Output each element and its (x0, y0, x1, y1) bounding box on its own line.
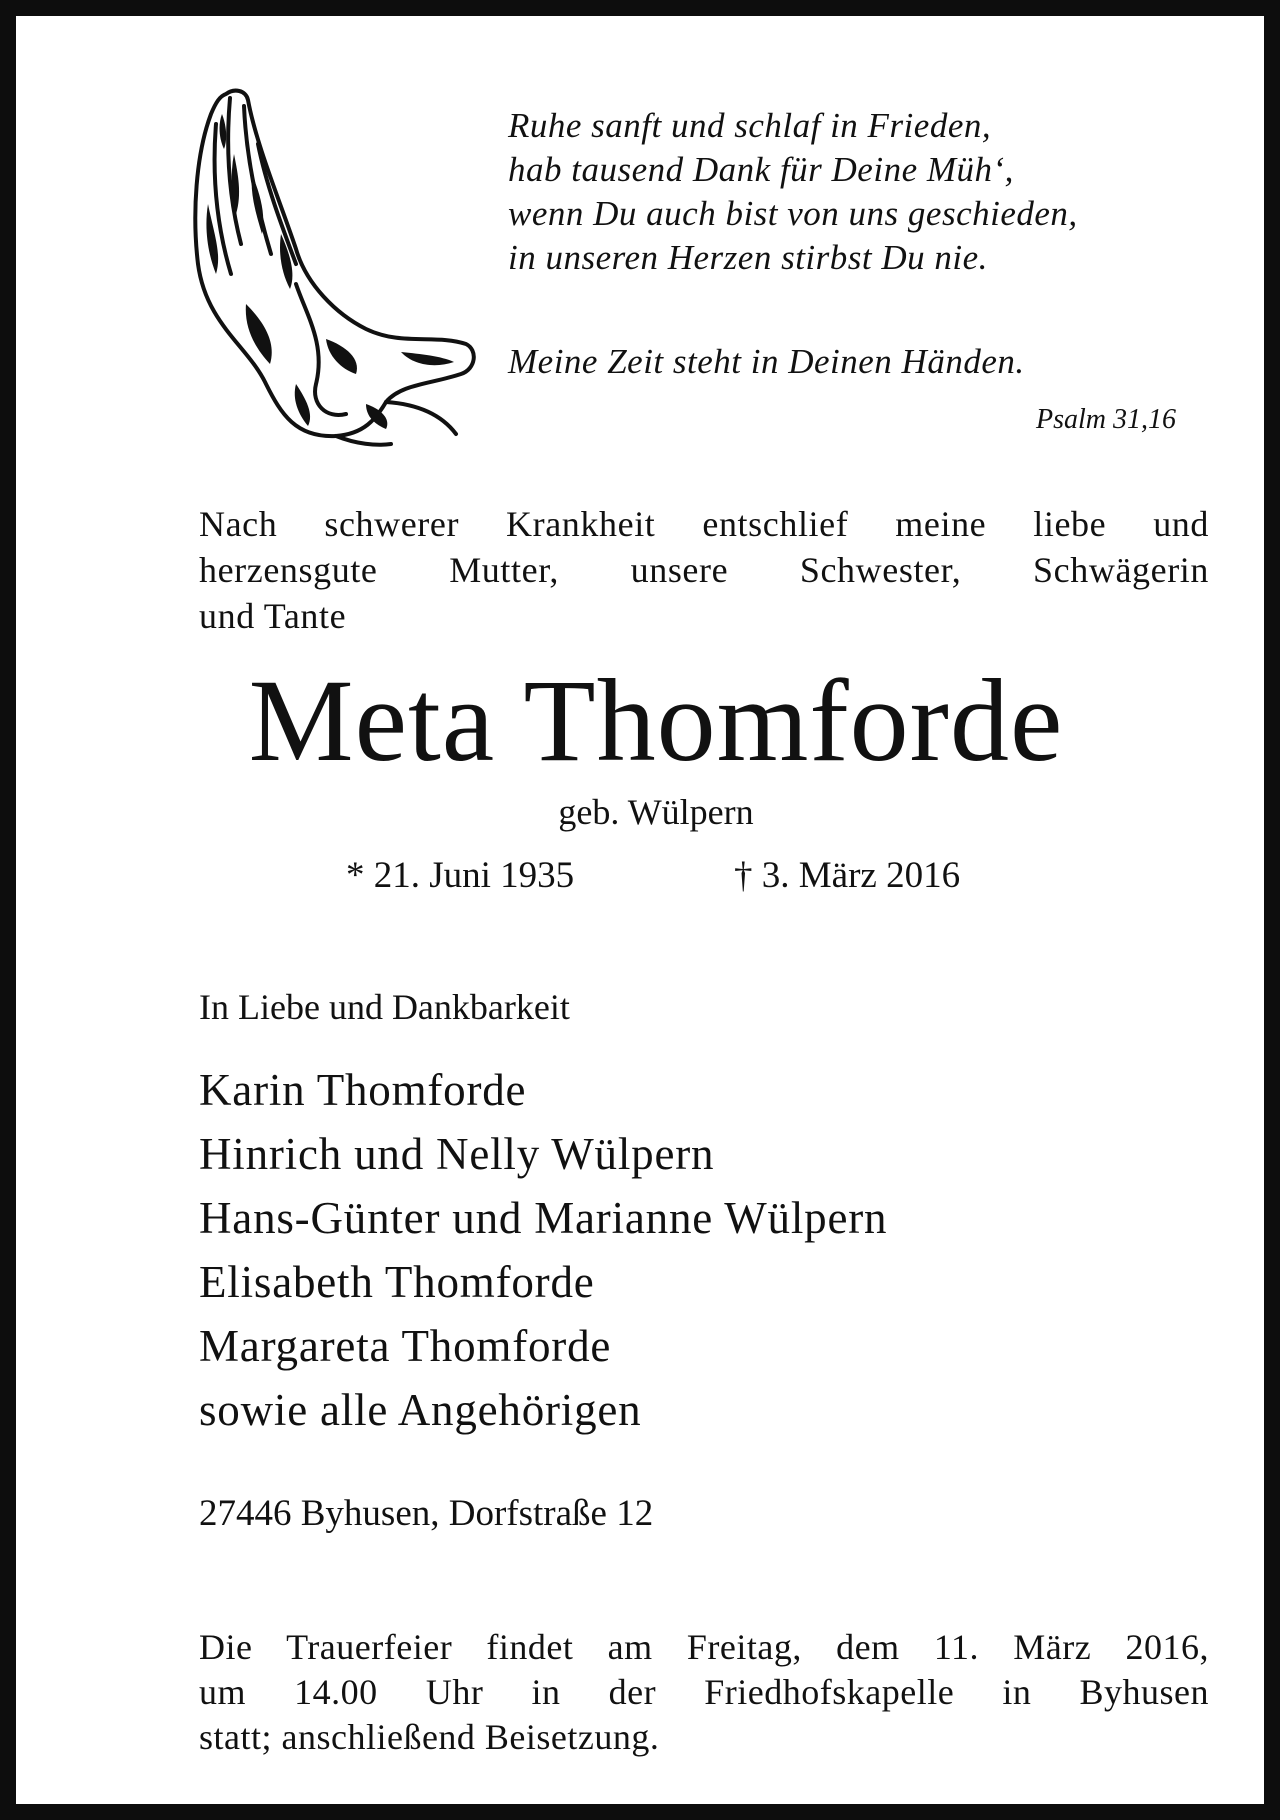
mourner: Hans-Günter und Marianne Wülpern (199, 1193, 888, 1243)
mourner: Hinrich und Nelly Wülpern (199, 1129, 715, 1179)
service-line: um 14.00 Uhr in der Friedhofskapelle in Byhusen (199, 1672, 1209, 1712)
mourner: Karin Thomforde (199, 1065, 527, 1115)
birth-date: * 21. Juni 1935 (346, 855, 575, 896)
mourner: Margareta Thomforde (199, 1321, 612, 1371)
intro-line: Nach schwerer Krankheit entschlief meine liebe und (199, 504, 1209, 544)
funeral-service-info (199, 1625, 1209, 1760)
poem-line: wenn Du auch bist von uns geschieden, (508, 194, 1078, 233)
dedication: In Liebe und Dankbarkeit (199, 987, 570, 1027)
bible-verse: Meine Zeit steht in Deinen Händen. (508, 342, 1025, 381)
poem-line: hab tausend Dank für Deine Müh‘, (508, 150, 1014, 189)
verse-source: Psalm 31,16 (1036, 404, 1176, 435)
service-line: Die Trauerfeier findet am Freitag, dem 11. März 2016, (199, 1627, 1209, 1667)
poem-line: in unseren Herzen stirbst Du nie. (508, 238, 988, 277)
mourner: Elisabeth Thomforde (199, 1257, 595, 1307)
address: 27446 Byhusen, Dorfstraße 12 (199, 1493, 654, 1534)
intro-line: herzensgute Mutter, unsere Schwester, Schwägerin (199, 550, 1209, 590)
intro-line: und Tante (199, 596, 347, 636)
mourner: sowie alle Angehörigen (199, 1385, 642, 1435)
mourners-list (199, 1058, 887, 1442)
poem-line: Ruhe sanft und schlaf in Frieden, (508, 106, 992, 145)
intro-text (199, 501, 1209, 639)
service-line: statt; anschließend Beisetzung. (199, 1717, 660, 1757)
death-date: † 3. März 2016 (734, 855, 961, 896)
deceased-name: Meta Thomforde (248, 655, 1064, 786)
poem (508, 104, 1220, 280)
praying-hands-icon (186, 84, 486, 454)
maiden-name: geb. Wülpern (558, 792, 754, 832)
